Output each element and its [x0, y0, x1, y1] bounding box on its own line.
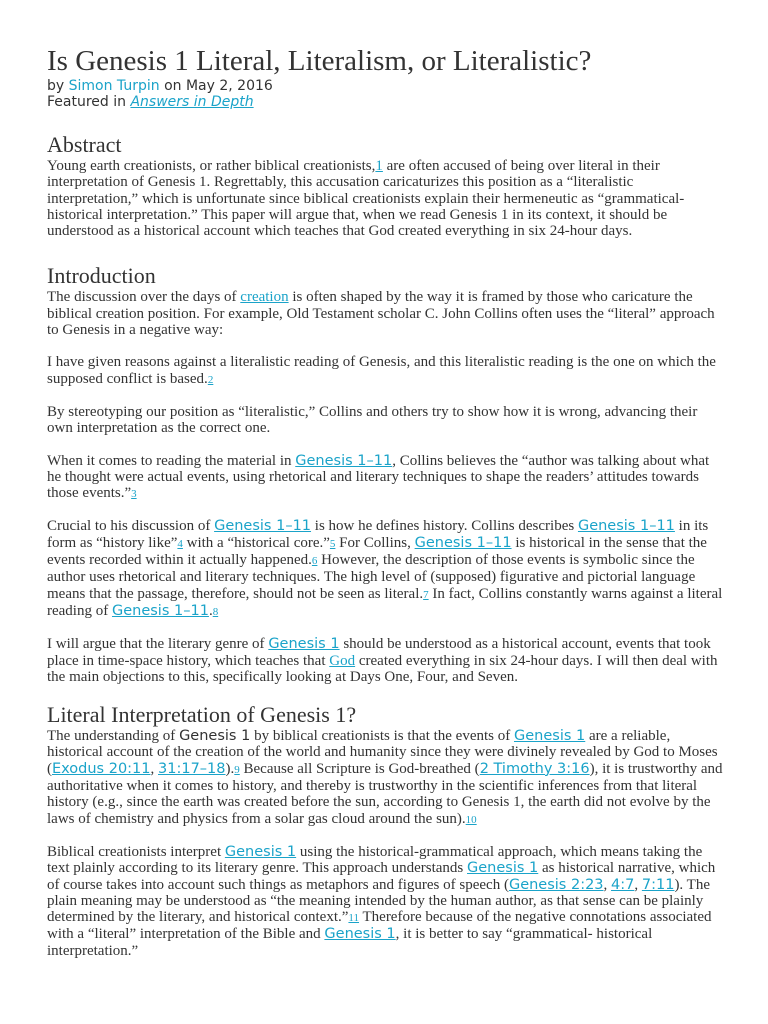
text-run: The understanding of: [47, 728, 180, 745]
creation-link[interactable]: creation: [240, 289, 289, 306]
text-run: are a reliable, historical account of the creation of the world and humanity since they were divinely revealed by God to Moses (: [47, 728, 718, 777]
scripture-link[interactable]: Genesis 1–11: [295, 452, 393, 469]
text-run: by biblical creationists is that the events of: [250, 728, 514, 745]
scripture-link[interactable]: Genesis 1–11: [414, 534, 512, 551]
intro-paragraph-6: [47, 636, 724, 685]
text-run: are often accused of being over literal in their interpretation of Genesis 1. Regrettably, this accusation caricaturizes this position as a “literalistic interpretation,” which is unfortunate since biblical creationists explain their hermeneutic as “grammatical-historical interpretation.” This paper will argue that, when we read Genesis 1 in its context, it should be understood as a historical account which teaches that God created everything in six 24-hour days.: [47, 158, 685, 240]
text-run: When it comes to reading the material in: [47, 452, 296, 469]
god-link[interactable]: God: [329, 652, 356, 669]
text-run: should be understood as a historical account, events that took place in time-space history, which teaches that: [47, 636, 711, 669]
text-run: ), it is trustworthy and authoritative when it comes to history, and thereby is trustworthy in the scientific inferences from that literal history (e.g., since the earth was created before the sun, according to Genesis 1, the earth did not evolve by the laws of chemistry and physics from a solar gas cloud around the sun).: [47, 760, 723, 827]
scripture-link[interactable]: Genesis 1–11: [214, 518, 312, 535]
text-run: is how he defines history. Collins describes: [311, 518, 578, 535]
scripture-link[interactable]: Genesis 1: [514, 728, 586, 745]
scripture-link[interactable]: Genesis 1–11: [111, 602, 209, 619]
footnote-link[interactable]: 6: [311, 555, 318, 568]
intro-paragraph-4: [47, 453, 724, 503]
intro-paragraph-5: [47, 518, 724, 620]
literal-interpretation-heading: Literal Interpretation of Genesis 1?: [47, 702, 357, 728]
text-run: ). The plain meaning may be understood as “the meaning intended by the human author, as that sense can be plainly determined by the literary, and historical context.”: [47, 876, 710, 926]
footnote-link[interactable]: 10: [465, 813, 477, 826]
text-run: Therefore because of the negative connotations associated with a “literal” interpretation of the Bible and: [47, 909, 712, 943]
text-run: .: [208, 602, 213, 619]
text-run: For Collins,: [335, 534, 415, 551]
text-run: ,: [634, 876, 642, 893]
scripture-link[interactable]: Genesis 2:23: [508, 876, 604, 893]
scripture-link[interactable]: 2 Timothy 3:16: [479, 760, 590, 777]
byline-prefix: by: [47, 78, 69, 94]
intro-paragraph-3: By stereotyping our position as “literalistic,” Collins and others try to show how it is wrong, advancing their own interpretation as the correct one.: [47, 403, 698, 437]
text-run: I will argue that the literary genre of: [47, 636, 269, 653]
text-run: ,: [150, 760, 159, 777]
text-run: Young earth creationists, or rather biblical creationists,: [47, 158, 376, 174]
scripture-link[interactable]: 7:11: [641, 876, 675, 893]
text-run: I have given reasons against a literalistic reading of Genesis, and this literalistic reading is the one on which the supposed conflict is based.: [47, 354, 716, 387]
footnote-link[interactable]: 3: [131, 488, 137, 501]
scripture-link[interactable]: Exodus 20:11: [52, 760, 151, 777]
footnote-link[interactable]: 8: [212, 605, 219, 618]
text-run: using the historical-grammatical approach, which means taking the text plainly according to its literary genre. This approach understands: [47, 843, 703, 877]
text-run: ,: [603, 876, 612, 893]
text-run: Because all Scripture is God-breathed (: [239, 760, 480, 777]
byline-date: on May 2, 2016: [159, 78, 273, 94]
intro-paragraph-1: [47, 289, 724, 338]
text-run: However, the description of those events is symbolic since the author uses rhetorical and literary techniques. The high level of (supposed) figurative and pictorial language means that the passage, therefore, should not be seen as literal.: [47, 552, 696, 602]
scripture-link[interactable]: Genesis 1–11: [577, 518, 675, 535]
text-run: is often shaped by the way it is framed by those who caricature the biblical creation position. For example, Old Testament scholar C. John Collins often uses the “literal” approach to Genesis in a negative way:: [47, 289, 715, 339]
featured-link[interactable]: Answers in Depth: [130, 94, 254, 110]
text-run: In fact, Collins constantly warns against a literal reading of: [47, 585, 723, 619]
literal-paragraph-2: [47, 844, 724, 959]
featured-prefix: Featured in: [47, 94, 131, 110]
footnote-link[interactable]: 11: [348, 912, 360, 925]
article-title: Is Genesis 1 Literal, Literalism, or Literalistic?: [47, 45, 592, 77]
text-run: The discussion over the days of: [47, 289, 241, 306]
footnote-link[interactable]: 7: [423, 588, 429, 601]
text-run: ).: [225, 760, 235, 777]
text-run: with a “historical core.”: [182, 534, 330, 551]
literal-paragraph-1: [47, 728, 724, 828]
introduction-heading: Introduction: [47, 263, 156, 289]
text-run: as historical narrative, which of course takes into account such things as metaphors and figures of speech (: [47, 860, 716, 893]
footnote-link[interactable]: 2: [207, 373, 214, 386]
intro-quote: [47, 354, 724, 388]
scripture-link[interactable]: Genesis 1: [224, 843, 297, 860]
footnote-link[interactable]: 4: [177, 537, 183, 550]
scripture-link[interactable]: 31:17–18: [158, 760, 226, 777]
abstract-heading: Abstract: [47, 132, 122, 157]
scripture-link[interactable]: Genesis 1: [467, 860, 539, 877]
text-run: Genesis 1: [179, 728, 251, 745]
text-run: in its form as “history like”: [47, 518, 709, 551]
text-run: is historical in the sense that the events recorded within it actually happened.: [47, 534, 707, 569]
featured-line: [47, 94, 724, 110]
byline: [47, 78, 724, 94]
footnote-link[interactable]: 9: [234, 763, 240, 776]
scripture-link[interactable]: 4:7: [611, 876, 635, 893]
text-run: , it is better to say “grammatical- historical interpretation.”: [47, 926, 653, 959]
scripture-link[interactable]: Genesis 1: [324, 926, 396, 943]
text-run: , Collins believes the “author was talking about what he thought were actual events, using rhetorical and literary techniques to shape the readers’ attitudes towards those events.”: [47, 452, 710, 502]
footnote-link[interactable]: 5: [329, 537, 336, 550]
scripture-link[interactable]: Genesis 1: [268, 636, 340, 653]
abstract-paragraph: [47, 158, 724, 239]
author-link[interactable]: Simon Turpin: [68, 78, 160, 94]
text-run: created everything in six 24-hour days. I will then deal with the main objections to this, specifically looking at Days One, Four, and Seven.: [47, 652, 718, 685]
footnote-link[interactable]: 1: [375, 158, 383, 174]
text-run: Biblical creationists interpret: [47, 843, 225, 860]
text-run: Crucial to his discussion of: [47, 518, 215, 535]
